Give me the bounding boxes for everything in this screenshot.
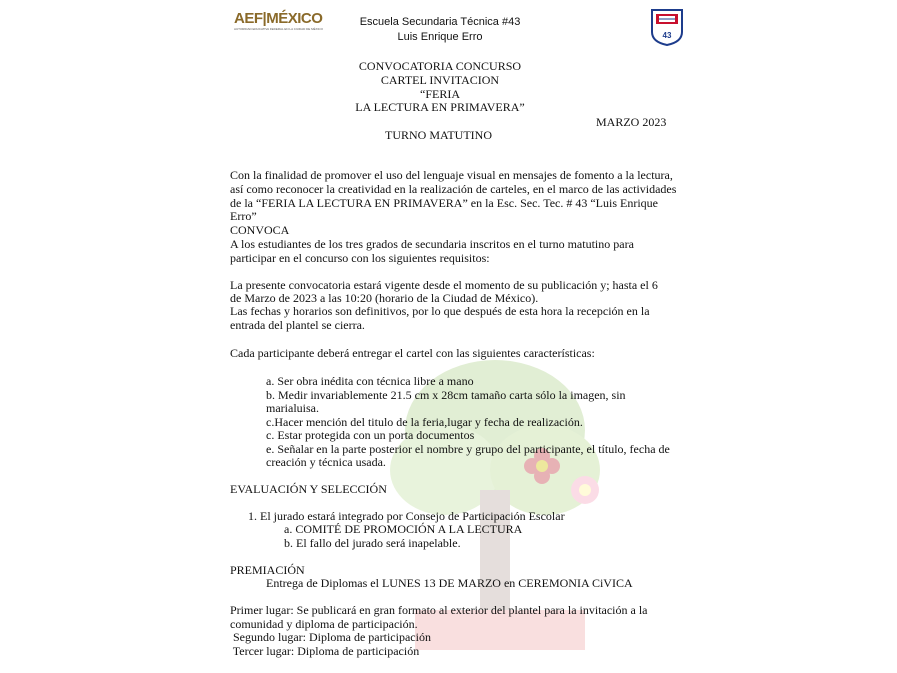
title-line-1: CONVOCATORIA CONCURSO (358, 59, 522, 73)
requirement-e-line-2: creación y técnica usada. (266, 455, 386, 469)
primer-lugar-line-2: comunidad y diploma de participación. (230, 617, 418, 631)
primer-lugar-line-1: Primer lugar: Se publicará en gran formato al exterior del plantel para la invitación a la (230, 603, 648, 617)
title-line-3: “FERIA (420, 87, 460, 101)
premiacion-heading: PREMIACIÓN (230, 563, 305, 577)
aef-logo-text: AEF|MÉXICO (234, 10, 323, 27)
segundo-lugar: Segundo lugar: Diploma de participación (230, 630, 431, 644)
title-date: MARZO 2023 (596, 115, 667, 129)
convoca-heading: CONVOCA (230, 223, 290, 237)
premiacion-entrega: Entrega de Diplomas el LUNES 13 DE MARZO en CEREMONIA CiVICA (266, 576, 633, 590)
title-line-4: LA LECTURA EN PRIMAVERA” (355, 100, 525, 114)
requirement-d: c. Estar protegida con un porta documentos (266, 428, 475, 442)
tercer-lugar: Tercer lugar: Diploma de participación (230, 644, 420, 658)
vigencia-line-2: de Marzo de 2023 a las 10:20 (horario de la Ciudad de México). (230, 291, 539, 305)
school-name: Escuela Secundaria Técnica #43 (359, 16, 521, 28)
caracteristicas-intro: Cada participante deberá entregar el cartel con las siguientes características: (230, 346, 595, 360)
requirement-b-line-1: b. Medir invariablemente 21.5 cm x 28cm tamaño carta sólo la imagen, sin (266, 388, 626, 402)
evaluacion-item-1: 1. El jurado estará integrado por Consejo de Participación Escolar (248, 509, 565, 523)
crest-number: 43 (662, 31, 672, 40)
aef-logo (234, 10, 323, 34)
intro-line-1: Con la finalidad de promover el uso del lenguaje visual en mensajes de fomento a la lectura, (230, 168, 673, 182)
evaluacion-sub-a: a. COMITÉ DE PROMOCIÓN A LA LECTURA (284, 522, 523, 536)
vigencia-line-3: Las fechas y horarios son definitivos, por lo que después de esta hora la recepción en la (230, 304, 650, 318)
vigencia-line-1: La presente convocatoria estará vigente desde el momento de su publicación y; hasta el 6 (230, 278, 658, 292)
requirement-c: c.Hacer mención del titulo de la feria,lugar y fecha de realización. (266, 415, 583, 429)
title-line-2: CARTEL INVITACION (380, 73, 500, 87)
requirement-b-line-2: marialuisa. (266, 401, 319, 415)
school-person: Luis Enrique Erro (397, 31, 483, 43)
participants-line-1: A los estudiantes de los tres grados de secundaria inscritos en el turno matutino para (230, 237, 634, 251)
intro-line-3: de la “FERIA LA LECTURA EN PRIMAVERA” en la Esc. Sec. Tec. # 43 “Luis Enrique (230, 196, 658, 210)
intro-line-4: Erro” (230, 209, 257, 223)
title-shift: TURNO MATUTINO (385, 128, 492, 142)
participants-line-2: participar en el concurso con los siguientes requisitos: (230, 251, 490, 265)
evaluacion-sub-b: b. El fallo del jurado será inapelable. (284, 536, 461, 550)
vigencia-line-4: entrada del plantel se cierra. (230, 318, 365, 332)
requirement-a: a. Ser obra inédita con técnica libre a mano (266, 374, 474, 388)
aef-logo-subtext: AUTORIDAD EDUCATIVA FEDERAL EN LA CIUDAD DE MÉXICO (234, 27, 323, 31)
evaluacion-heading: EVALUACIÓN Y SELECCIÓN (230, 482, 387, 496)
intro-line-2: así como reconocer la creatividad en la realización de carteles, en el marco de las actividades (230, 182, 677, 196)
requirement-e-line-1: e. Señalar en la parte posterior el nombre y grupo del participante, el título, fecha de (266, 442, 670, 456)
school-crest-icon (650, 8, 684, 46)
